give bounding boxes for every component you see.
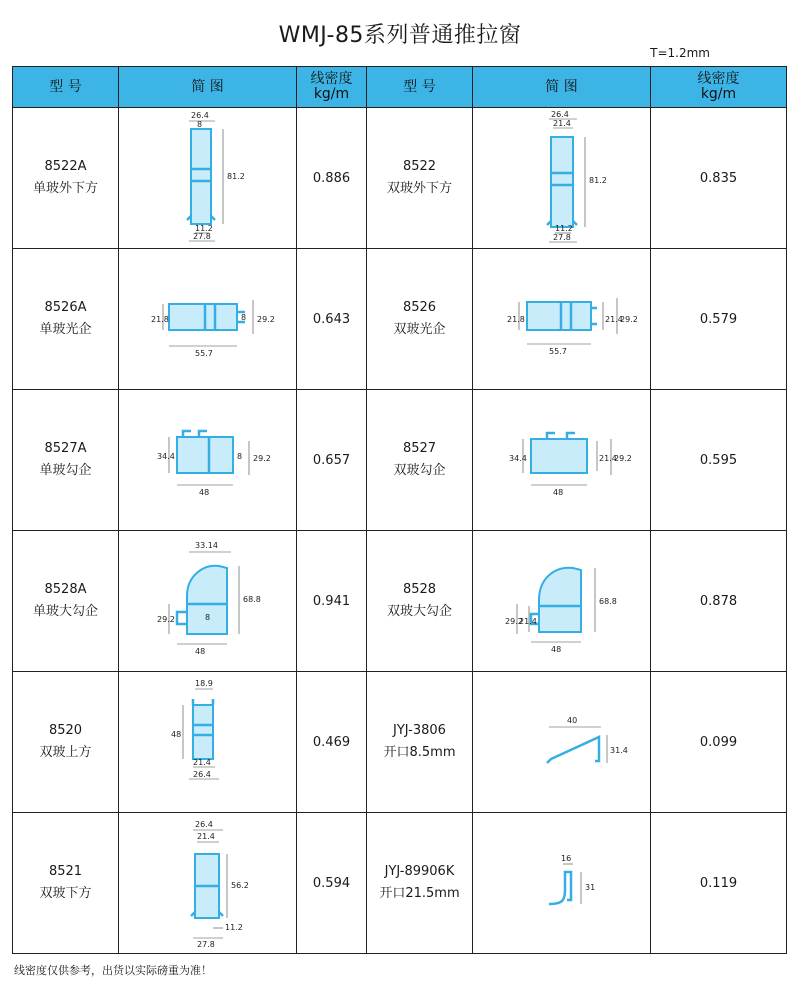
dim-label: 21.4 <box>552 119 571 128</box>
density-value: 0.099 <box>651 672 787 813</box>
model-cell <box>13 813 119 954</box>
drawing-cell <box>473 813 651 954</box>
profile-sketch <box>123 252 293 386</box>
drawing-cell <box>473 531 651 672</box>
density-value: 0.886 <box>297 108 367 249</box>
dim-label: 29.2 <box>252 454 271 463</box>
dim-label: 29.2 <box>504 617 523 626</box>
model-cell <box>367 390 473 531</box>
model-code: 8522A <box>44 159 87 174</box>
dim-label: 48 <box>552 488 563 497</box>
dim-label: 21.4 <box>192 758 211 767</box>
density-value: 0.579 <box>651 249 787 390</box>
model-code: 8520 <box>48 723 83 738</box>
model-code: 8522 <box>402 159 437 174</box>
dim-label: 21.8 <box>150 315 169 324</box>
drawing-cell <box>119 390 297 531</box>
table-row <box>13 390 787 531</box>
model-code: 8527 <box>402 441 437 456</box>
profile-sketch <box>477 252 647 386</box>
drawing-cell <box>473 249 651 390</box>
model-code: 8526A <box>44 300 87 315</box>
model-desc: 单玻大勾企 <box>32 604 98 619</box>
dim-label: 21.4 <box>598 454 617 463</box>
dim-label: 56.2 <box>230 881 249 890</box>
header-density: 线密度 kg/m <box>297 67 367 108</box>
profile-sketch <box>123 816 293 950</box>
dim-label: 31 <box>584 883 595 892</box>
density-value: 0.941 <box>297 531 367 672</box>
density-value: 0.594 <box>297 813 367 954</box>
page-title: WMJ-85系列普通推拉窗 <box>278 23 522 48</box>
dim-label: 81.2 <box>588 176 607 185</box>
drawing-cell <box>473 390 651 531</box>
profile-table <box>12 66 787 954</box>
model-code: 8528 <box>402 582 437 597</box>
profile-sketch <box>477 111 647 245</box>
profile-sketch <box>477 534 647 668</box>
density-value: 0.657 <box>297 390 367 531</box>
density-value: 0.878 <box>651 531 787 672</box>
table-row <box>13 672 787 813</box>
dim-label: 26.4 <box>190 111 209 120</box>
drawing-cell <box>119 672 297 813</box>
model-code: 8527A <box>44 441 87 456</box>
dim-label: 29.2 <box>256 315 275 324</box>
dim-label: 48 <box>170 730 181 739</box>
dim-label: 27.8 <box>196 940 215 949</box>
header-model: 型 号 <box>367 67 473 108</box>
density-value: 0.119 <box>651 813 787 954</box>
drawing-cell <box>473 672 651 813</box>
model-code: JYJ-89906K <box>384 864 455 879</box>
dim-label: 34.4 <box>508 454 527 463</box>
dim-label: 16 <box>560 854 571 863</box>
header-model: 型 号 <box>13 67 119 108</box>
dim-label: 81.2 <box>226 172 245 181</box>
dim-label: 48 <box>194 647 205 656</box>
model-desc: 单玻光企 <box>39 322 92 337</box>
dim-label: 21.4 <box>518 617 537 626</box>
dim-label: 8 <box>196 120 202 129</box>
dim-label: 55.7 <box>194 349 213 358</box>
dim-label: 26.4 <box>550 111 569 119</box>
dim-label: 29.2 <box>619 315 638 324</box>
model-desc: 双玻大勾企 <box>386 604 452 619</box>
density-value: 0.643 <box>297 249 367 390</box>
model-code: 8521 <box>48 864 83 879</box>
model-code: 8528A <box>44 582 87 597</box>
model-code: JYJ-3806 <box>393 723 446 738</box>
model-desc: 单玻外下方 <box>32 181 98 196</box>
drawing-cell <box>119 531 297 672</box>
model-code: 8526 <box>402 300 437 315</box>
model-cell <box>367 672 473 813</box>
profile-sketch <box>477 675 647 809</box>
dim-label: 8 <box>204 613 210 622</box>
model-cell <box>13 390 119 531</box>
model-cell <box>367 108 473 249</box>
dim-label: 11.2 <box>554 224 573 233</box>
footnote: 线密度仅供参考，出货以实际磅重为准！ <box>14 964 212 977</box>
dim-label: 8 <box>240 313 246 322</box>
dim-label: 48 <box>198 488 209 497</box>
dim-label: 27.8 <box>552 233 571 242</box>
table-row <box>13 108 787 249</box>
profile-sketch <box>477 816 647 950</box>
dim-label: 21.4 <box>196 832 215 841</box>
dim-label: 29.2 <box>156 615 175 624</box>
model-cell <box>13 108 119 249</box>
dim-label: 21.4 <box>604 315 623 324</box>
model-cell <box>367 249 473 390</box>
table-row <box>13 813 787 954</box>
dim-label: 8 <box>236 452 242 461</box>
model-desc: 开口21.5mm <box>379 886 460 901</box>
model-desc: 双玻光企 <box>393 322 446 337</box>
drawing-cell <box>119 108 297 249</box>
drawing-cell <box>119 813 297 954</box>
dim-label: 11.2 <box>194 224 213 233</box>
density-value: 0.469 <box>297 672 367 813</box>
dim-label: 18.9 <box>194 679 213 688</box>
model-cell <box>13 249 119 390</box>
dim-label: 68.8 <box>598 597 617 606</box>
dim-label: 68.8 <box>242 595 261 604</box>
density-value: 0.595 <box>651 390 787 531</box>
drawing-cell <box>119 249 297 390</box>
drawing-cell <box>473 108 651 249</box>
model-desc: 双玻上方 <box>39 745 92 760</box>
dim-label: 55.7 <box>548 347 567 356</box>
model-cell <box>13 531 119 672</box>
table-row <box>13 249 787 390</box>
profile-sketch <box>123 534 293 668</box>
profile-sketch <box>123 111 293 245</box>
dim-label: 33.14 <box>194 541 218 550</box>
dim-label: 27.8 <box>192 232 211 241</box>
model-desc: 开口8.5mm <box>383 745 456 760</box>
model-cell <box>13 672 119 813</box>
dim-label: 26.4 <box>194 820 213 829</box>
table-header-row <box>13 67 787 108</box>
dim-label: 48 <box>550 645 561 654</box>
profile-sketch <box>123 393 293 527</box>
dim-label: 26.4 <box>192 770 211 779</box>
dim-label: 21.8 <box>506 315 525 324</box>
dim-label: 40 <box>566 716 577 725</box>
header-drawing: 简 图 <box>473 67 651 108</box>
model-desc: 单玻勾企 <box>39 463 92 478</box>
dim-label: 11.2 <box>224 923 243 932</box>
header-density: 线密度 kg/m <box>651 67 787 108</box>
table-row <box>13 531 787 672</box>
header-drawing: 简 图 <box>119 67 297 108</box>
model-desc: 双玻下方 <box>39 886 92 901</box>
dim-label: 34.4 <box>156 452 175 461</box>
model-desc: 双玻外下方 <box>386 181 452 196</box>
profile-sketch <box>123 675 293 809</box>
thickness-note: T=1.2mm <box>650 46 710 60</box>
model-cell <box>367 813 473 954</box>
dim-label: 29.2 <box>613 454 632 463</box>
model-desc: 双玻勾企 <box>393 463 446 478</box>
density-value: 0.835 <box>651 108 787 249</box>
model-cell <box>367 531 473 672</box>
dim-label: 31.4 <box>609 746 628 755</box>
profile-sketch <box>477 393 647 527</box>
